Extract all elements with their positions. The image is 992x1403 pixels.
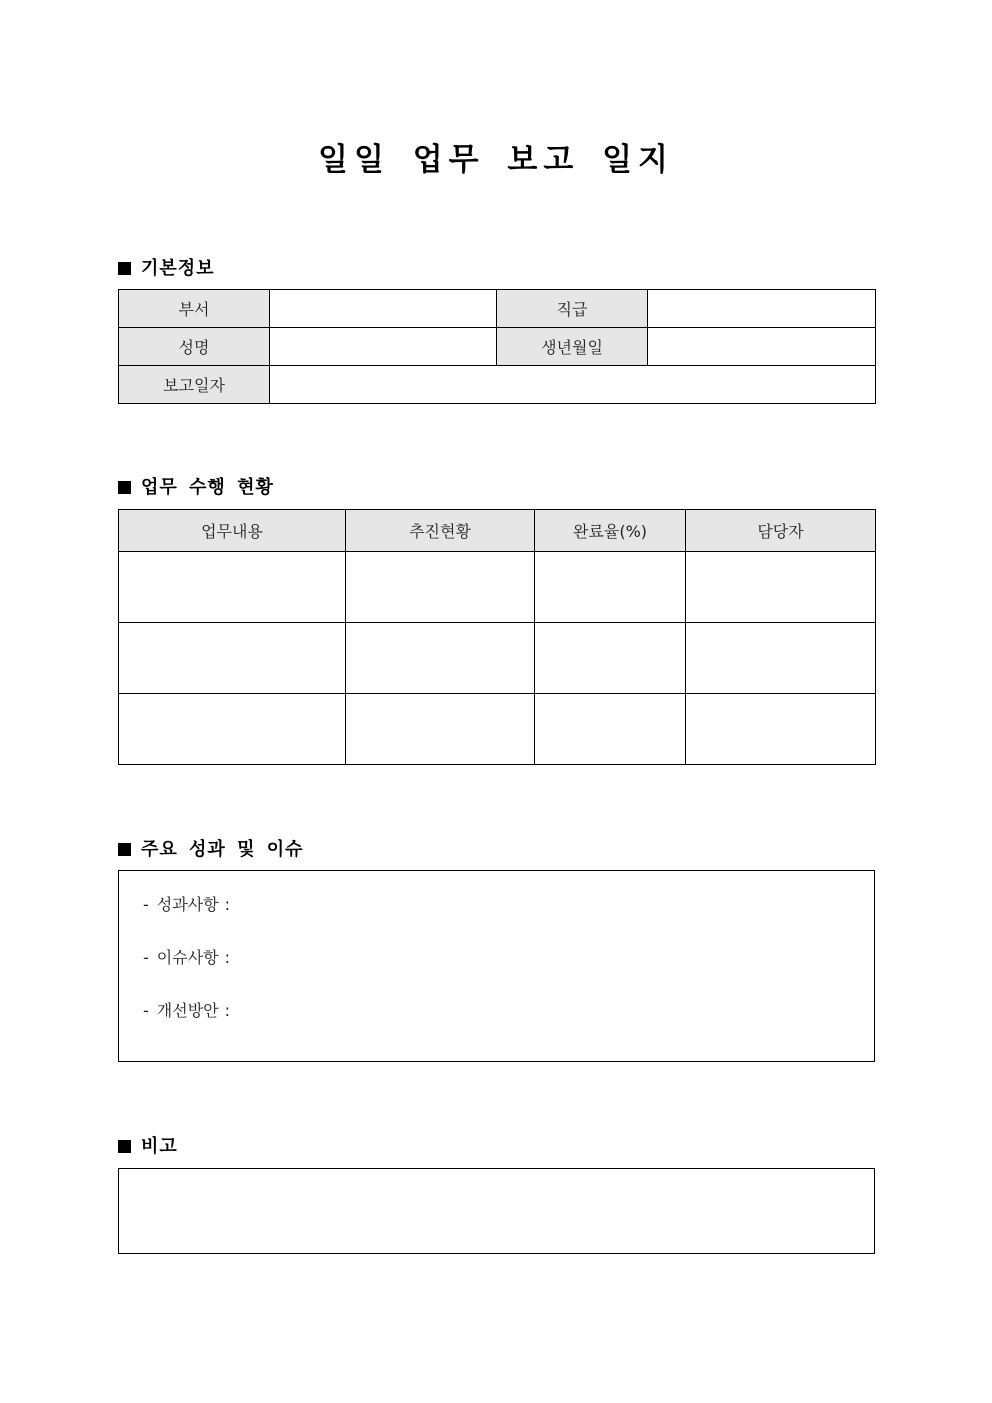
colon: : [224, 948, 230, 967]
table-cell[interactable] [686, 623, 876, 694]
table-cell[interactable] [119, 552, 346, 623]
black-square-icon [118, 262, 131, 275]
birth-field[interactable] [648, 328, 876, 366]
table-cell[interactable] [119, 623, 346, 694]
table-row [119, 694, 876, 765]
rank-field[interactable] [648, 290, 876, 328]
birth-label: 생년월일 [497, 328, 648, 366]
column-header: 업무내용 [119, 510, 346, 552]
achievement-label: 성과사항 [156, 895, 219, 914]
issues-box[interactable] [118, 870, 875, 1062]
name-field[interactable] [270, 328, 497, 366]
bullet-dash: - [143, 1001, 149, 1020]
issue-line [143, 945, 230, 968]
column-header: 완료율(%) [535, 510, 686, 552]
section-heading-work [118, 473, 274, 499]
table-cell[interactable] [535, 623, 686, 694]
column-header: 추진현황 [346, 510, 535, 552]
issue-label: 이슈사항 [156, 948, 219, 967]
section-heading-work-label: 업무 수행 현황 [141, 477, 274, 498]
black-square-icon [118, 1140, 131, 1153]
table-row [119, 623, 876, 694]
table-cell[interactable] [686, 552, 876, 623]
rank-label: 직급 [497, 290, 648, 328]
remarks-box[interactable] [118, 1168, 875, 1254]
section-heading-basic [118, 254, 215, 280]
report-date-label: 보고일자 [119, 366, 270, 404]
table-cell[interactable] [686, 694, 876, 765]
work-status-table [118, 509, 876, 765]
section-heading-issues-label: 주요 성과 및 이슈 [141, 839, 304, 860]
achievement-line [143, 892, 230, 915]
table-cell[interactable] [535, 552, 686, 623]
section-heading-issues [118, 835, 304, 861]
section-heading-basic-label: 기본정보 [141, 258, 215, 279]
column-header: 담당자 [686, 510, 876, 552]
table-cell[interactable] [535, 694, 686, 765]
black-square-icon [118, 481, 131, 494]
name-label: 성명 [119, 328, 270, 366]
table-cell[interactable] [346, 623, 535, 694]
colon: : [224, 895, 230, 914]
report-date-field[interactable] [270, 366, 876, 404]
dept-label: 부서 [119, 290, 270, 328]
colon: : [224, 1001, 230, 1020]
table-cell[interactable] [119, 694, 346, 765]
basic-info-table [118, 289, 876, 404]
dept-field[interactable] [270, 290, 497, 328]
bullet-dash: - [143, 948, 149, 967]
table-cell[interactable] [346, 552, 535, 623]
table-row [119, 552, 876, 623]
table-cell[interactable] [346, 694, 535, 765]
improvement-line [143, 998, 230, 1021]
page-title: 일일 업무 보고 일지 [318, 142, 674, 178]
improvement-label: 개선방안 [156, 1001, 219, 1020]
black-square-icon [118, 843, 131, 856]
section-heading-remarks [118, 1132, 178, 1158]
bullet-dash: - [143, 895, 149, 914]
section-heading-remarks-label: 비고 [141, 1136, 178, 1157]
